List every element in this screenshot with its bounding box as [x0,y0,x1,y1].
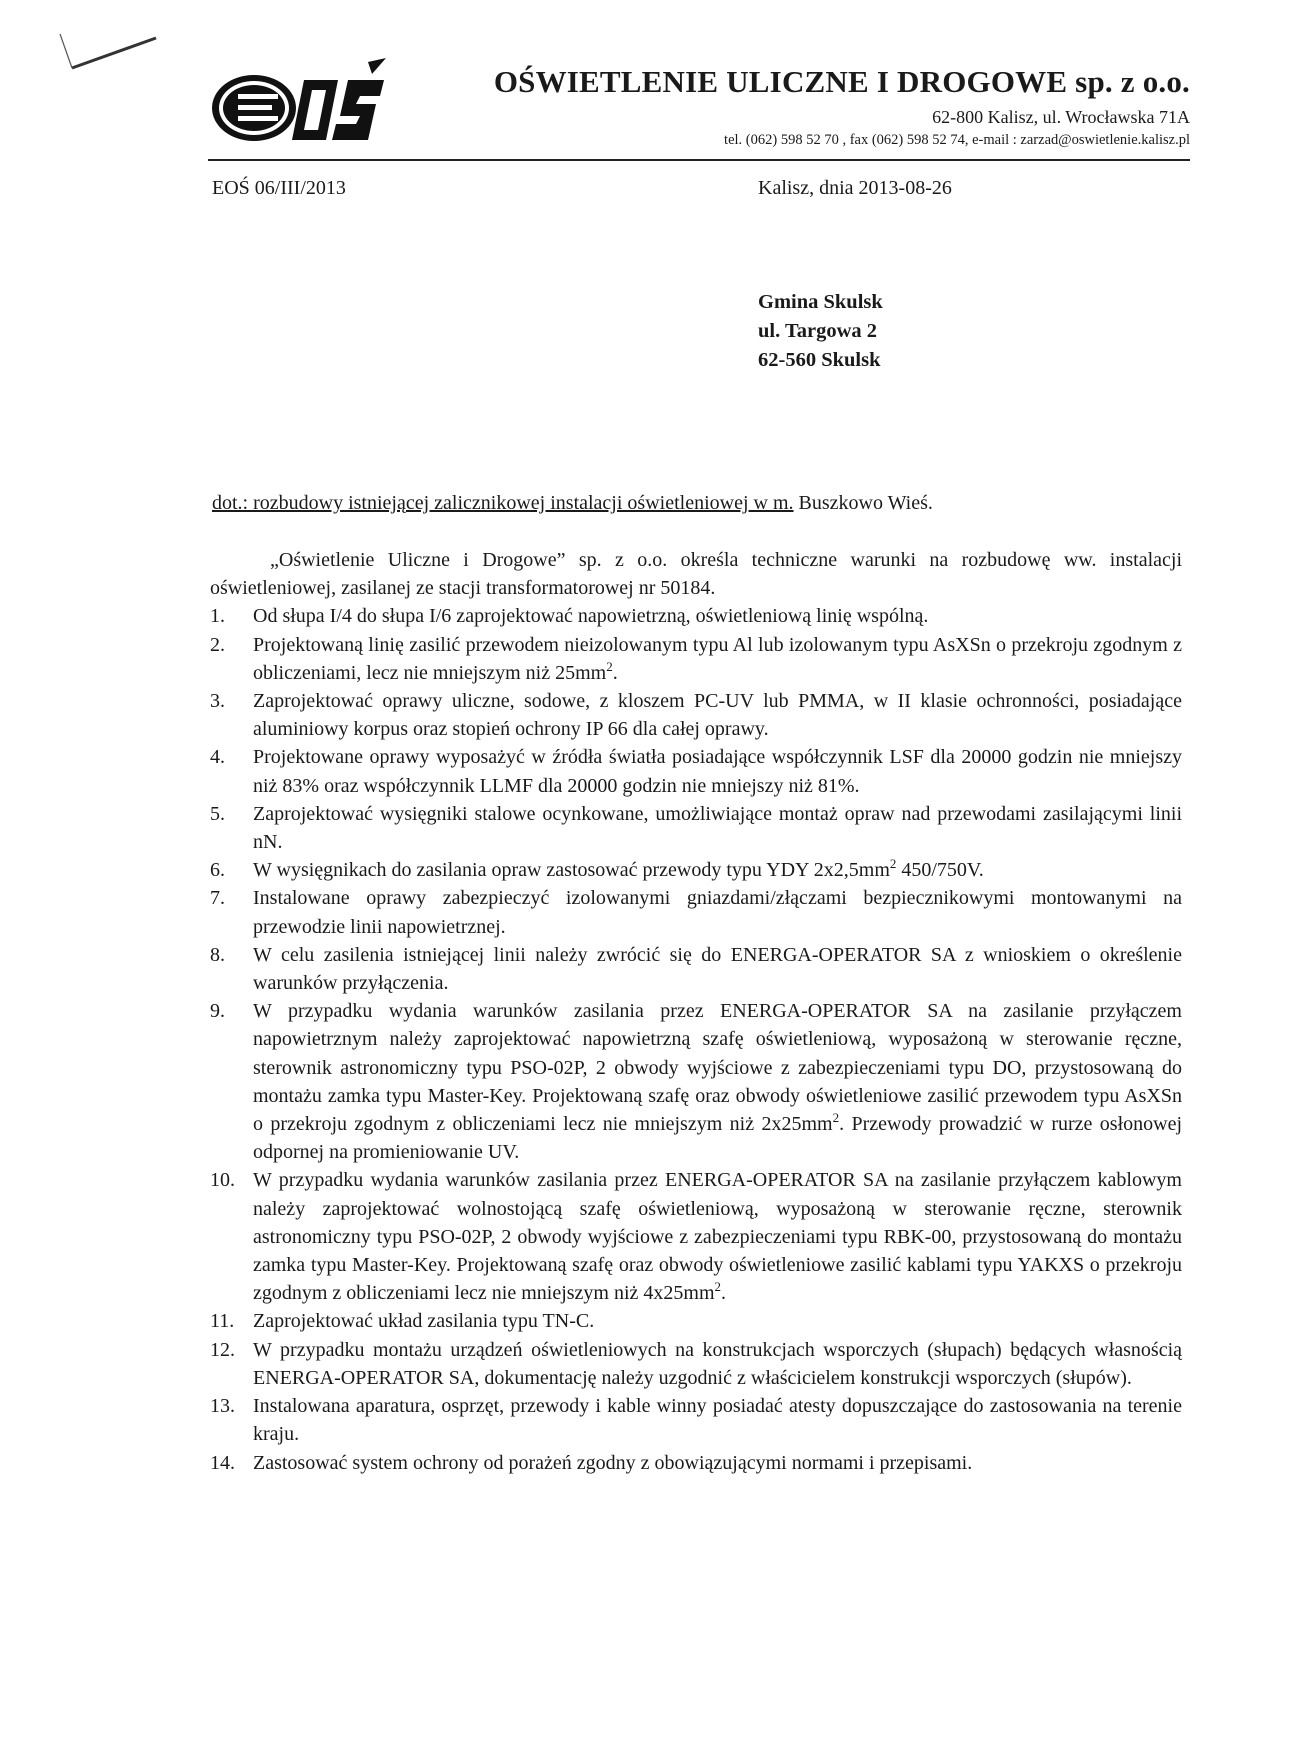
recipient-line-1: Gmina Skulsk [758,291,883,313]
letter-body [210,546,1182,1477]
subject-prefix: dot.: rozbudowy istniejącej zalicznikowej instalacji oświetleniowej w m. [212,492,794,514]
condition-text: Zaprojektować oprawy uliczne, sodowe, z kloszem PC-UV lub PMMA, w II klasie ochronności, posiadające aluminiowy korpus oraz stopień ochrony IP 66 dla całej oprawy. [253,690,1182,741]
condition-number: 6. [210,859,225,882]
condition-text: Projektowaną linię zasilić przewodem nieizolowanym typu Al lub izolowanym typu AsXSn o przekroju zgodnym z obliczeniami, lecz nie mniejszym niż 25mm [253,633,1182,684]
condition-item [210,997,1182,1166]
condition-text: W przypadku wydania warunków zasilania przez ENERGA-OPERATOR SA na zasilanie przyłączem kablowym należy zaprojektować wolnostojącą szafę oświetleniową, wyposażoną w sterowanie ręczne, sterownik astronomiczny typu PSO-02P, 2 obwody wyjściowe z zabezpieczeniami typu RBK-00, przystosowaną do montażu zamka typu Master-Key. Projektowaną szafę oraz obwody oświetleniowe zasilić kablami typu YAKXS o przekroju zgodnym z obliczeniami lecz nie mniejszym niż 4x25mm [253,1169,1182,1305]
condition-number: 5. [210,802,225,825]
condition-item [210,743,1182,799]
condition-text: W przypadku montażu urządzeń oświetleniowych na konstrukcjach wsporczych (słupach) będących własnością ENERGA-OPERATOR SA, dokumentację należy uzgodnić z właścicielem konstrukcji wsporczych (słupów). [253,1338,1182,1389]
condition-text: Projektowane oprawy wyposażyć w źródła światła posiadające współczynnik LSF dla 20000 godzin nie mniejszy niż 83% oraz współczynnik LLMF dla 20000 godzin nie mniejszy niż 81%. [253,746,1182,797]
condition-number: 7. [210,887,225,910]
condition-item [210,884,1182,940]
recipient-address [758,288,883,375]
condition-item [210,1166,1182,1307]
condition-text-after: . [721,1282,727,1305]
condition-number: 14. [210,1451,235,1474]
place-date: Kalisz, dnia 2013-08-26 [758,177,952,199]
condition-item [210,1336,1182,1392]
company-logo [208,58,392,148]
condition-text: Instalowane oprawy zabezpieczyć izolowanymi gniazdami/złączami bezpiecznikowymi montowanymi na przewodzie linii napowietrznej. [253,887,1182,938]
condition-item [210,602,1182,630]
condition-text: Zaprojektować wysięgniki stalowe ocynkowane, umożliwiające montaż opraw nad przewodami zasilającymi linii nN. [253,802,1182,854]
condition-number: 11. [210,1310,235,1333]
condition-text: Instalowana aparatura, osprzęt, przewody i kable winny posiadać atesty dopuszczające do zastosowania na terenie kraju. [253,1395,1182,1446]
company-name: OŚWIETLENIE ULICZNE I DROGOWE sp. z o.o. [493,64,1190,99]
reference-number: EOŚ 06/III/2013 [212,177,346,199]
condition-item [210,1449,1182,1477]
condition-number: 9. [210,1000,225,1023]
condition-number: 8. [210,943,225,966]
condition-item [210,1392,1182,1448]
condition-number: 1. [210,605,225,628]
condition-text: Zastosować system ochrony od porażeń zgodny z obowiązującymi normami i przepisami. [253,1451,973,1474]
conditions-list [210,602,1182,1476]
condition-text-after: . [612,661,618,684]
condition-number: 3. [210,690,225,713]
condition-text-after: 450/750V. [896,859,984,882]
condition-number: 4. [210,746,225,769]
condition-text: Zaprojektować układ zasilania typu TN-C. [253,1310,595,1333]
condition-superscript: 2 [889,856,897,872]
recipient-line-3: 62-560 Skulsk [758,349,881,371]
intro-paragraph: „Oświetlenie Uliczne i Drogowe” sp. z o.o. określa techniczne warunki na rozbudowę ww. instalacji oświetleniowej, zasilanej ze stacji transformatorowej nr 50184. [210,549,1182,600]
condition-text: Od słupa I/4 do słupa I/6 zaprojektować napowietrzną, oświetleniową linię wspólną. [253,605,929,628]
condition-item [210,1307,1182,1335]
condition-item [210,800,1182,856]
condition-item [210,941,1182,997]
letterhead [208,52,1190,162]
condition-superscript: 2 [714,1279,722,1295]
subject-line [212,492,933,515]
subject-place: Buszkowo Wieś. [793,492,933,514]
scan-corner-mark [58,32,158,72]
condition-text: W wysięgnikach do zasilania opraw zastosować przewody typu YDY 2x2,5mm [253,859,890,882]
condition-number: 13. [210,1395,235,1418]
condition-item [210,631,1182,687]
header-divider [208,159,1190,161]
condition-text: W celu zasilenia istniejącej linii należy zwrócić się do ENERGA-OPERATOR SA z wnioskiem o określenie warunków przyłączenia. [253,943,1182,995]
condition-number: 10. [210,1169,235,1192]
condition-text: W przypadku wydania warunków zasilania przez ENERGA-OPERATOR SA na zasilanie przyłączem napowietrznym należy zaprojektować napowietrzną szafę oświetleniową, wyposażoną w sterowanie ręczne, sterownik astronomiczny typu PSO-02P, 2 obwody wyjściowe z zabezpieczeniami typu DO, przystosowaną do montażu zamka typu Master-Key. Projektowaną szafę oraz obwody oświetleniowe zasilić przewodem typu AsXSn o przekroju zgodnym z obliczeniami lecz nie mniejszym niż 2x25mm [253,1000,1182,1136]
condition-superscript: 2 [606,658,613,674]
condition-item [210,856,1182,884]
condition-number: 12. [210,1338,235,1361]
company-address: 62-800 Kalisz, ul. Wrocławska 71A [932,107,1190,127]
company-contact: tel. (062) 598 52 70 , fax (062) 598 52 74, e-mail : zarzad@oswietlenie.kalisz.pl [724,132,1190,148]
condition-item [210,687,1182,743]
recipient-line-2: ul. Targowa 2 [758,320,878,342]
condition-text-after: . Przewody prowadzić w rurze osłonowej odpornej na promieniowanie UV. [253,1113,1182,1164]
condition-number: 2. [210,633,225,656]
condition-superscript: 2 [832,1110,840,1126]
